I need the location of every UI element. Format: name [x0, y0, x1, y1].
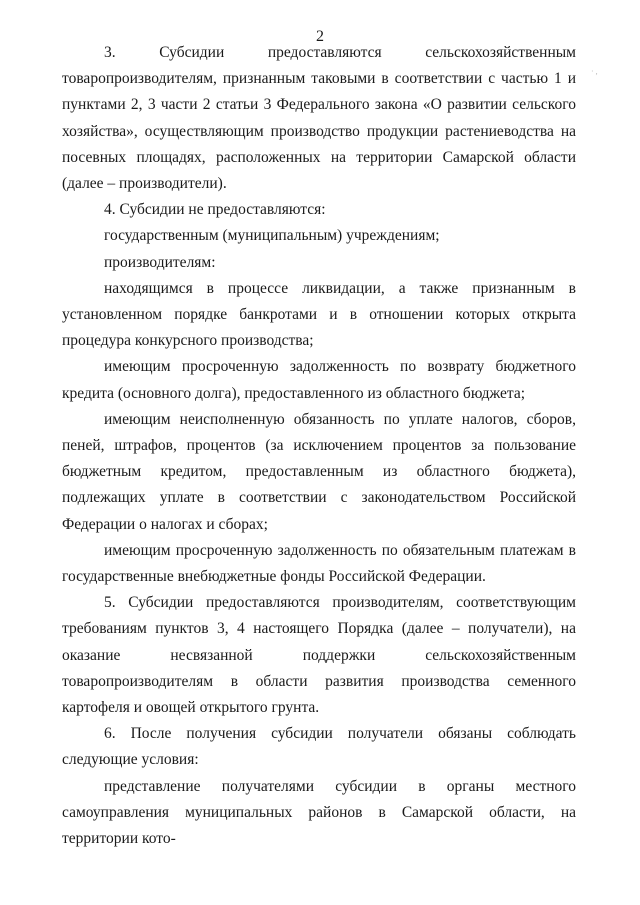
page-number: 2	[316, 28, 324, 45]
document-body	[62, 40, 576, 852]
paragraph-5: 5. Субсидии предоставляются производителям, соответствующим требованиям пунктов 3, 4 настоящего Порядка (далее – получатели), на оказание несвязанной поддержки сельскохозяйственным товаропроизводителям в области развития производства семенного картофеля и овощей открытого грунта.	[62, 594, 576, 717]
paragraph-3: 3. Субсидии предоставляются сельскохозяйственным товаропроизводителям, признанным таковыми в соответствии с частью 1 и пунктами 2, 3 части 2 статьи 3 Федерального закона «О развитии сельского хозяйства», осуществляющим производство продукции растениеводства на посевных площадях, расположенных на территории Самарской области (далее – производители).	[62, 44, 576, 193]
scan-artifact: · ,	[591, 67, 598, 76]
paragraph-4-item-producers: производителям:	[104, 253, 216, 271]
paragraph-4-subitem-credit-debt: имеющим просроченную задолженность по возврату бюджетного кредита (основного долга), предоставленного из областного бюджета;	[62, 358, 576, 402]
paragraph-6-condition: представление получателями субсидии в органы местного самоуправления муниципальных районов в Самарской области, на территории кото-	[62, 777, 576, 848]
paragraph-4-item-institutions: государственным (муниципальным) учреждениям;	[104, 227, 440, 245]
paragraph-6: 6. После получения субсидии получатели обязаны соблюдать следующие условия:	[62, 725, 576, 769]
paragraph-4-subitem-taxes: имеющим неисполненную обязанность по уплате налогов, сборов, пеней, штрафов, процентов (за исключением процентов за пользование бюджетным кредитом, предоставленным из областного бюджета), подлежащих уплате в соответствии с законодательством Российской Федерации о налогах и сборах;	[62, 410, 576, 533]
paragraph-4-subitem-liquidation: находящимся в процессе ликвидации, а также признанным в установленном порядке банкротами и в отношении которых открыта процедура конкурсного производства;	[62, 279, 576, 350]
paragraph-4-subitem-funds: имеющим просроченную задолженность по обязательным платежам в государственные внебюджетные фонды Российской Федерации.	[62, 541, 576, 586]
paragraph-4: 4. Субсидии не предоставляются:	[104, 201, 326, 219]
